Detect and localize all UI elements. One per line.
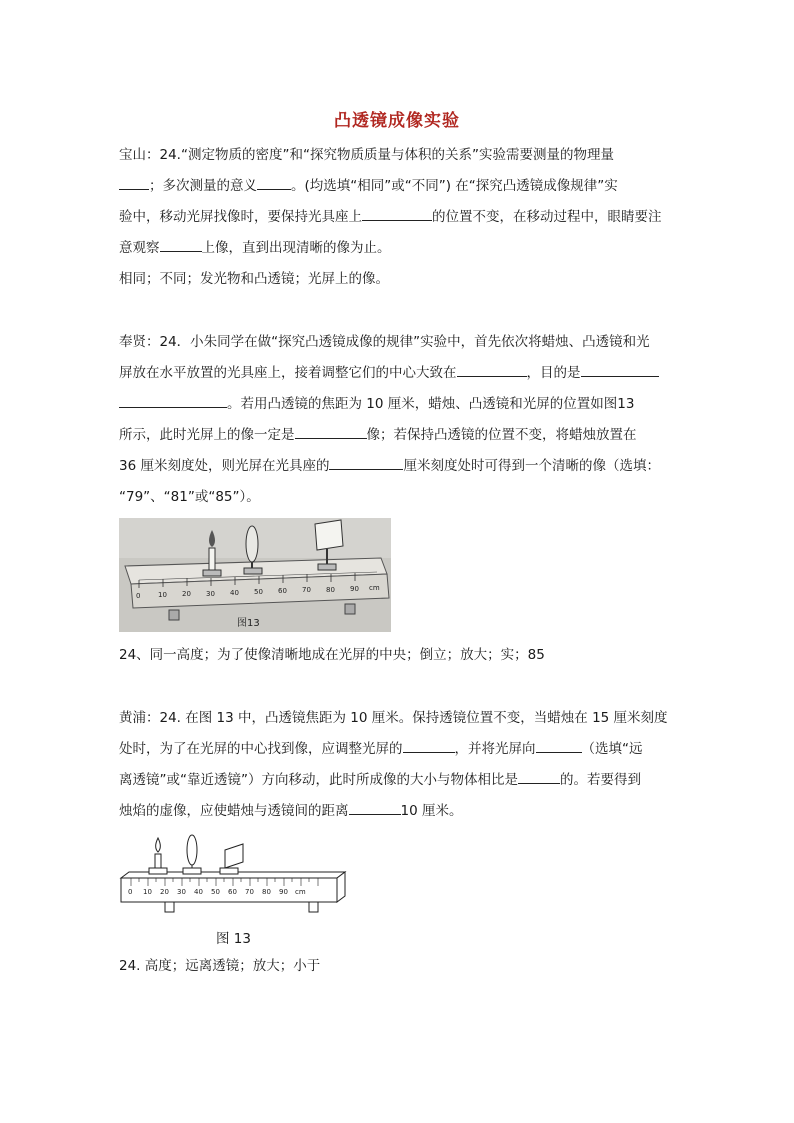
blank: [329, 457, 403, 470]
figure-caption: 图13: [237, 618, 260, 629]
text: 。(均选填“相同”或“不同”) 在“探究凸透镜成像规律”实: [291, 178, 618, 194]
text: 10 厘米。: [400, 803, 463, 819]
scale-label: 0: [128, 888, 133, 896]
text: “79”、“81”或“85”）。: [119, 489, 260, 505]
scale-label: 20: [160, 888, 169, 896]
text: 宝山：24.“测定物质的密度”和“探究物质质量与体积的关系”实验需要测量的物理量: [119, 147, 614, 163]
text: 黄浦：24. 在图 13 中，凸透镜焦距为 10 厘米。保持透镜位置不变，当蜡烛在 15 厘米刻度: [119, 710, 668, 726]
text: 所示，此时光屏上的像一定是: [119, 427, 295, 443]
blank: [349, 802, 401, 815]
text: ，并将光屏向: [454, 741, 536, 757]
scale-label: 90: [350, 585, 359, 593]
scale-label: 70: [302, 586, 311, 594]
scale-label: 50: [254, 588, 263, 596]
text: 的位置不变，在移动过程中，眼睛要注: [432, 209, 662, 225]
blank: [403, 740, 455, 753]
fengxian-question-line-4: [119, 426, 637, 444]
text: 上像，直到出现清晰的像为止。: [201, 240, 391, 256]
blank: [119, 177, 149, 190]
bench-leg: [169, 610, 179, 620]
text: 。若用凸透镜的焦距为 10 厘米，蜡烛、凸透镜和光屏的位置如图13: [227, 396, 635, 412]
blank: [536, 740, 582, 753]
text: 奉贤：24．小朱同学在做“探究凸透镜成像的规律”实验中，首先依次将蜡烛、凸透镜和光: [119, 334, 650, 350]
scale-label: 20: [182, 590, 191, 598]
text: 烛焰的虚像，应使蜡烛与透镜间的距离: [119, 803, 349, 819]
text: 离透镜”或“靠近透镜”）方向移动，此时所成像的大小与物体相比是: [119, 772, 518, 788]
blank: [119, 395, 227, 408]
fengxian-question-line-3: [119, 395, 634, 413]
scale-label: 40: [230, 589, 239, 597]
scale-label: cm: [369, 584, 380, 592]
text: 的。若要得到: [559, 772, 641, 788]
scale-label: 30: [206, 590, 215, 598]
text: （选填“远: [581, 741, 643, 757]
blank: [518, 771, 560, 784]
scale-label: cm: [295, 888, 306, 896]
figure-caption: 图 13: [216, 931, 251, 947]
bench-end: [337, 872, 345, 902]
text: 像；若保持凸透镜的位置不变，将蜡烛放置在: [366, 427, 637, 443]
blank: [295, 426, 367, 439]
text: 意观察: [119, 240, 160, 256]
huangpu-answer: 24. 高度；远离透镜；放大；小于: [119, 958, 321, 974]
scale-label: 70: [245, 888, 254, 896]
page-title: 凸透镜成像实验: [334, 111, 460, 131]
fengxian-answer: 24、同一高度；为了使像清晰地成在光屏的中央；倒立；放大；实；85: [119, 647, 545, 663]
optical-bench-diagram: [119, 832, 351, 918]
bench-leg: [309, 902, 318, 912]
blank: [257, 177, 291, 190]
baoshan-question-line-2: [119, 177, 618, 195]
fengxian-question-line-5: [119, 457, 660, 475]
scale-label: 80: [262, 888, 271, 896]
candle: [149, 838, 167, 874]
text: 36 厘米刻度处，则光屏在光具座的: [119, 458, 330, 474]
bench-leg: [345, 604, 355, 614]
scale-label: 40: [194, 888, 203, 896]
scale-label: 10: [158, 591, 167, 599]
scale-label: 60: [278, 587, 287, 595]
light-screen: [220, 844, 243, 874]
huangpu-question-line-4: [119, 802, 462, 820]
blank: [581, 364, 659, 377]
convex-lens: [183, 835, 201, 874]
huangpu-question-line-1: [119, 709, 668, 727]
blank: [160, 239, 202, 252]
huangpu-question-line-3: [119, 771, 641, 789]
scale-label: 50: [211, 888, 220, 896]
optical-bench-photo: [119, 518, 391, 632]
baoshan-question-line-3: [119, 208, 662, 226]
scale-label: 0: [136, 592, 141, 600]
fengxian-question-line-2: [119, 364, 659, 382]
blank: [362, 208, 432, 221]
scale-label: 30: [177, 888, 186, 896]
text: 处时，为了在光屏的中心找到像，应调整光屏的: [119, 741, 403, 757]
flame-icon: [156, 838, 161, 852]
baoshan-question-line-4: [119, 239, 391, 257]
huangpu-question-line-2: [119, 740, 643, 758]
fengxian-question-line-1: [119, 333, 650, 351]
baoshan-answer: 相同；不同；发光物和凸透镜；光屏上的像。: [119, 271, 389, 287]
scale-label: 80: [326, 586, 335, 594]
blank: [457, 364, 527, 377]
fengxian-question-line-6: [119, 488, 260, 506]
scale-label: 90: [279, 888, 288, 896]
text: ；多次测量的意义: [149, 178, 257, 194]
text: 验中，移动光屏找像时，要保持光具座上: [119, 209, 362, 225]
text: ，目的是: [526, 365, 581, 381]
text: 屏放在水平放置的光具座上，接着调整它们的中心大致在: [119, 365, 457, 381]
scale-label: 10: [143, 888, 152, 896]
scale-label: 60: [228, 888, 237, 896]
text: 厘米刻度处时可得到一个清晰的像（选填：: [403, 458, 660, 474]
baoshan-question-line-1: [119, 146, 614, 164]
bench-leg: [165, 902, 174, 912]
